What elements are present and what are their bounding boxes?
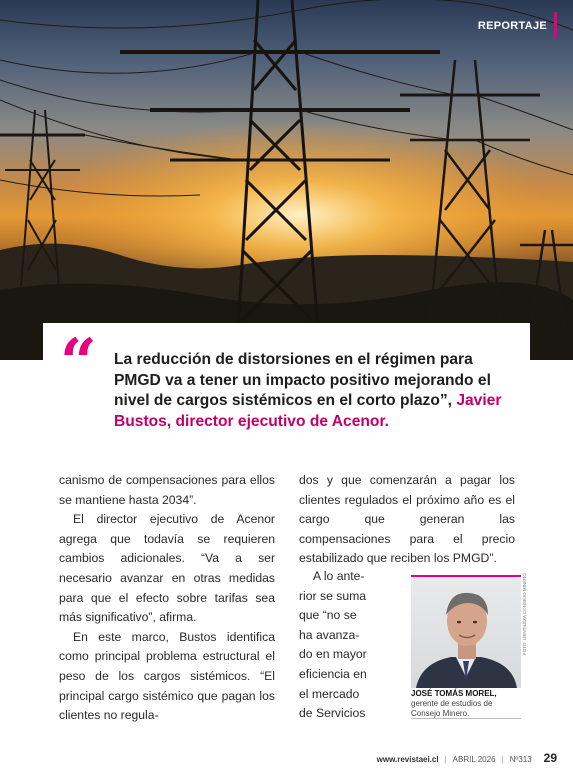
- footer-site: www.revistaei.cl: [376, 755, 439, 764]
- portrait-illustration: [411, 577, 521, 688]
- text-line: rior se suma: [299, 588, 367, 603]
- caption-role: gerente de estudios de Consejo Minero.: [411, 699, 493, 718]
- text-line: A lo ante-: [313, 569, 365, 583]
- text-line: do en mayor: [299, 647, 367, 662]
- power-towers-illustration: [0, 0, 573, 360]
- quote-body: La reducción de distorsiones en el régimen para PMGD va a tener un impacto positivo mejorando el nivel de cargos sistémicos en el corto plazo”,: [114, 351, 491, 409]
- quote-mark-icon: “: [60, 325, 97, 400]
- caption-name: JOSÉ TOMÁS MOREL,: [411, 689, 497, 698]
- pull-quote: [43, 323, 530, 447]
- paragraph: En este marco, Bustos identifica como principal problema estructural el peso de los cargos sistémicos. “El principal cargo sistémico que pagan los clientes no regula-: [59, 629, 275, 723]
- section-accent-bar: [554, 12, 557, 38]
- page-number: 29: [543, 751, 557, 765]
- portrait-photo: [411, 575, 521, 688]
- article-column-2: [299, 471, 515, 569]
- footer-separator: |: [501, 755, 504, 764]
- hero-image-power-towers: [0, 0, 573, 360]
- page-footer: [377, 751, 557, 765]
- section-label: REPORTAJE: [477, 20, 547, 32]
- quote-attribution: Javier Bustos, director ejecutivo de Acenor.: [114, 392, 502, 430]
- pull-quote-text: [114, 350, 504, 432]
- text-line: que “no se: [299, 608, 357, 623]
- paragraph: dos y que comenzarán a pagar los clientes regulados el próximo año es el cargo que generan las compensaciones para el precio estabilizado que reciben los PMGD”.: [299, 473, 515, 566]
- text-line: ha avanza-: [299, 627, 360, 642]
- footer-separator: |: [444, 755, 447, 764]
- text-line: eficiencia en: [299, 666, 367, 681]
- text-line: el mercado: [299, 686, 360, 701]
- footer-date: ABRIL 2026: [452, 755, 496, 764]
- photo-credit: FOTO: GENTILEZA CONSEJO MINERO: [522, 573, 527, 655]
- footer-issue: Nº313: [509, 755, 532, 764]
- paragraph: canismo de compensaciones para ellos se mantiene hasta 2034”.: [59, 473, 275, 507]
- caption-divider: [411, 718, 521, 719]
- article-column-2-wrap-text: [299, 567, 385, 724]
- article-column-1: [59, 471, 275, 726]
- text-line: de Servicios: [299, 706, 366, 721]
- paragraph: El director ejecutivo de Acenor agrega que todavía se requieren cambios adicionales. “Va a ser necesario avanzar en otras medidas para que el efecto sobre tarifas sea más significativo”, afirma.: [59, 512, 275, 625]
